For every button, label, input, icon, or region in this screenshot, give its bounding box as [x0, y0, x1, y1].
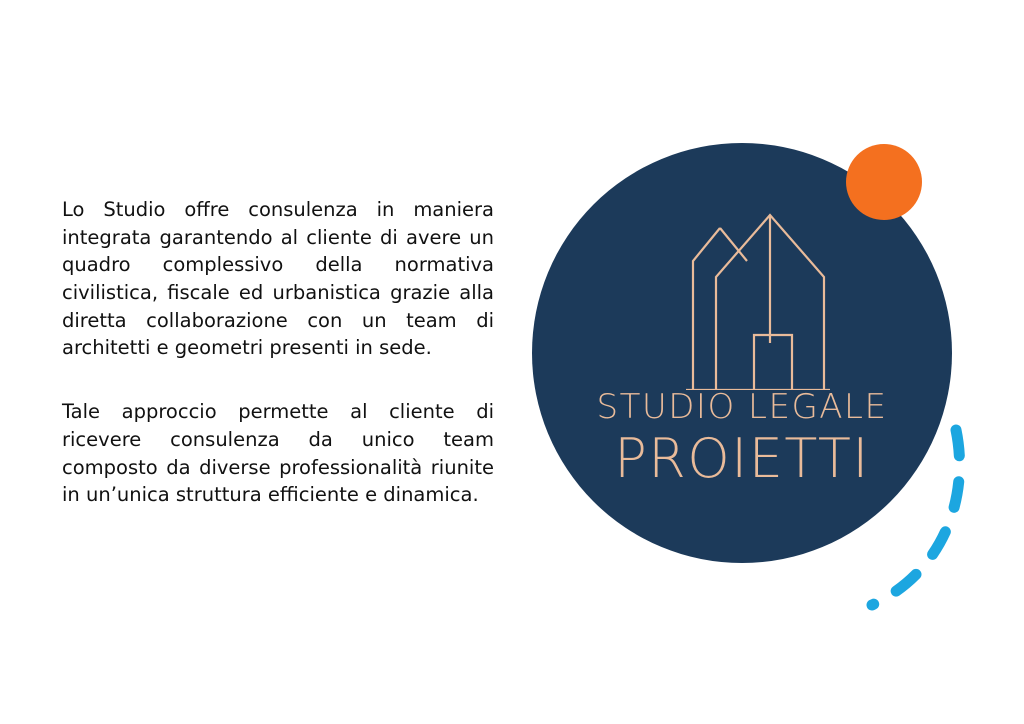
- wordmark-line-1: STUDIO LEGALE: [596, 387, 888, 427]
- orange-dot-shape: [846, 144, 922, 220]
- house-outline-icon: [658, 165, 838, 390]
- body-text-block: [62, 196, 494, 509]
- logo-wordmark: [532, 388, 952, 490]
- wordmark-line-2: PROIETTI: [614, 427, 870, 491]
- studio-legale-proietti-logo: [508, 120, 1008, 620]
- paragraph-1: Lo Studio offre consulenza in maniera integrata garantendo al cliente di avere un quadro complessivo della normativa civilistica, fiscale ed urbanistica grazie alla diretta collaborazione con un team di architetti e geometri presenti in sede.: [62, 198, 494, 360]
- paragraph-2: Tale approccio permette al cliente di ricevere consulenza da unico team composto da diverse professionalità riunite in un’unica struttura efficiente e dinamica.: [62, 400, 494, 507]
